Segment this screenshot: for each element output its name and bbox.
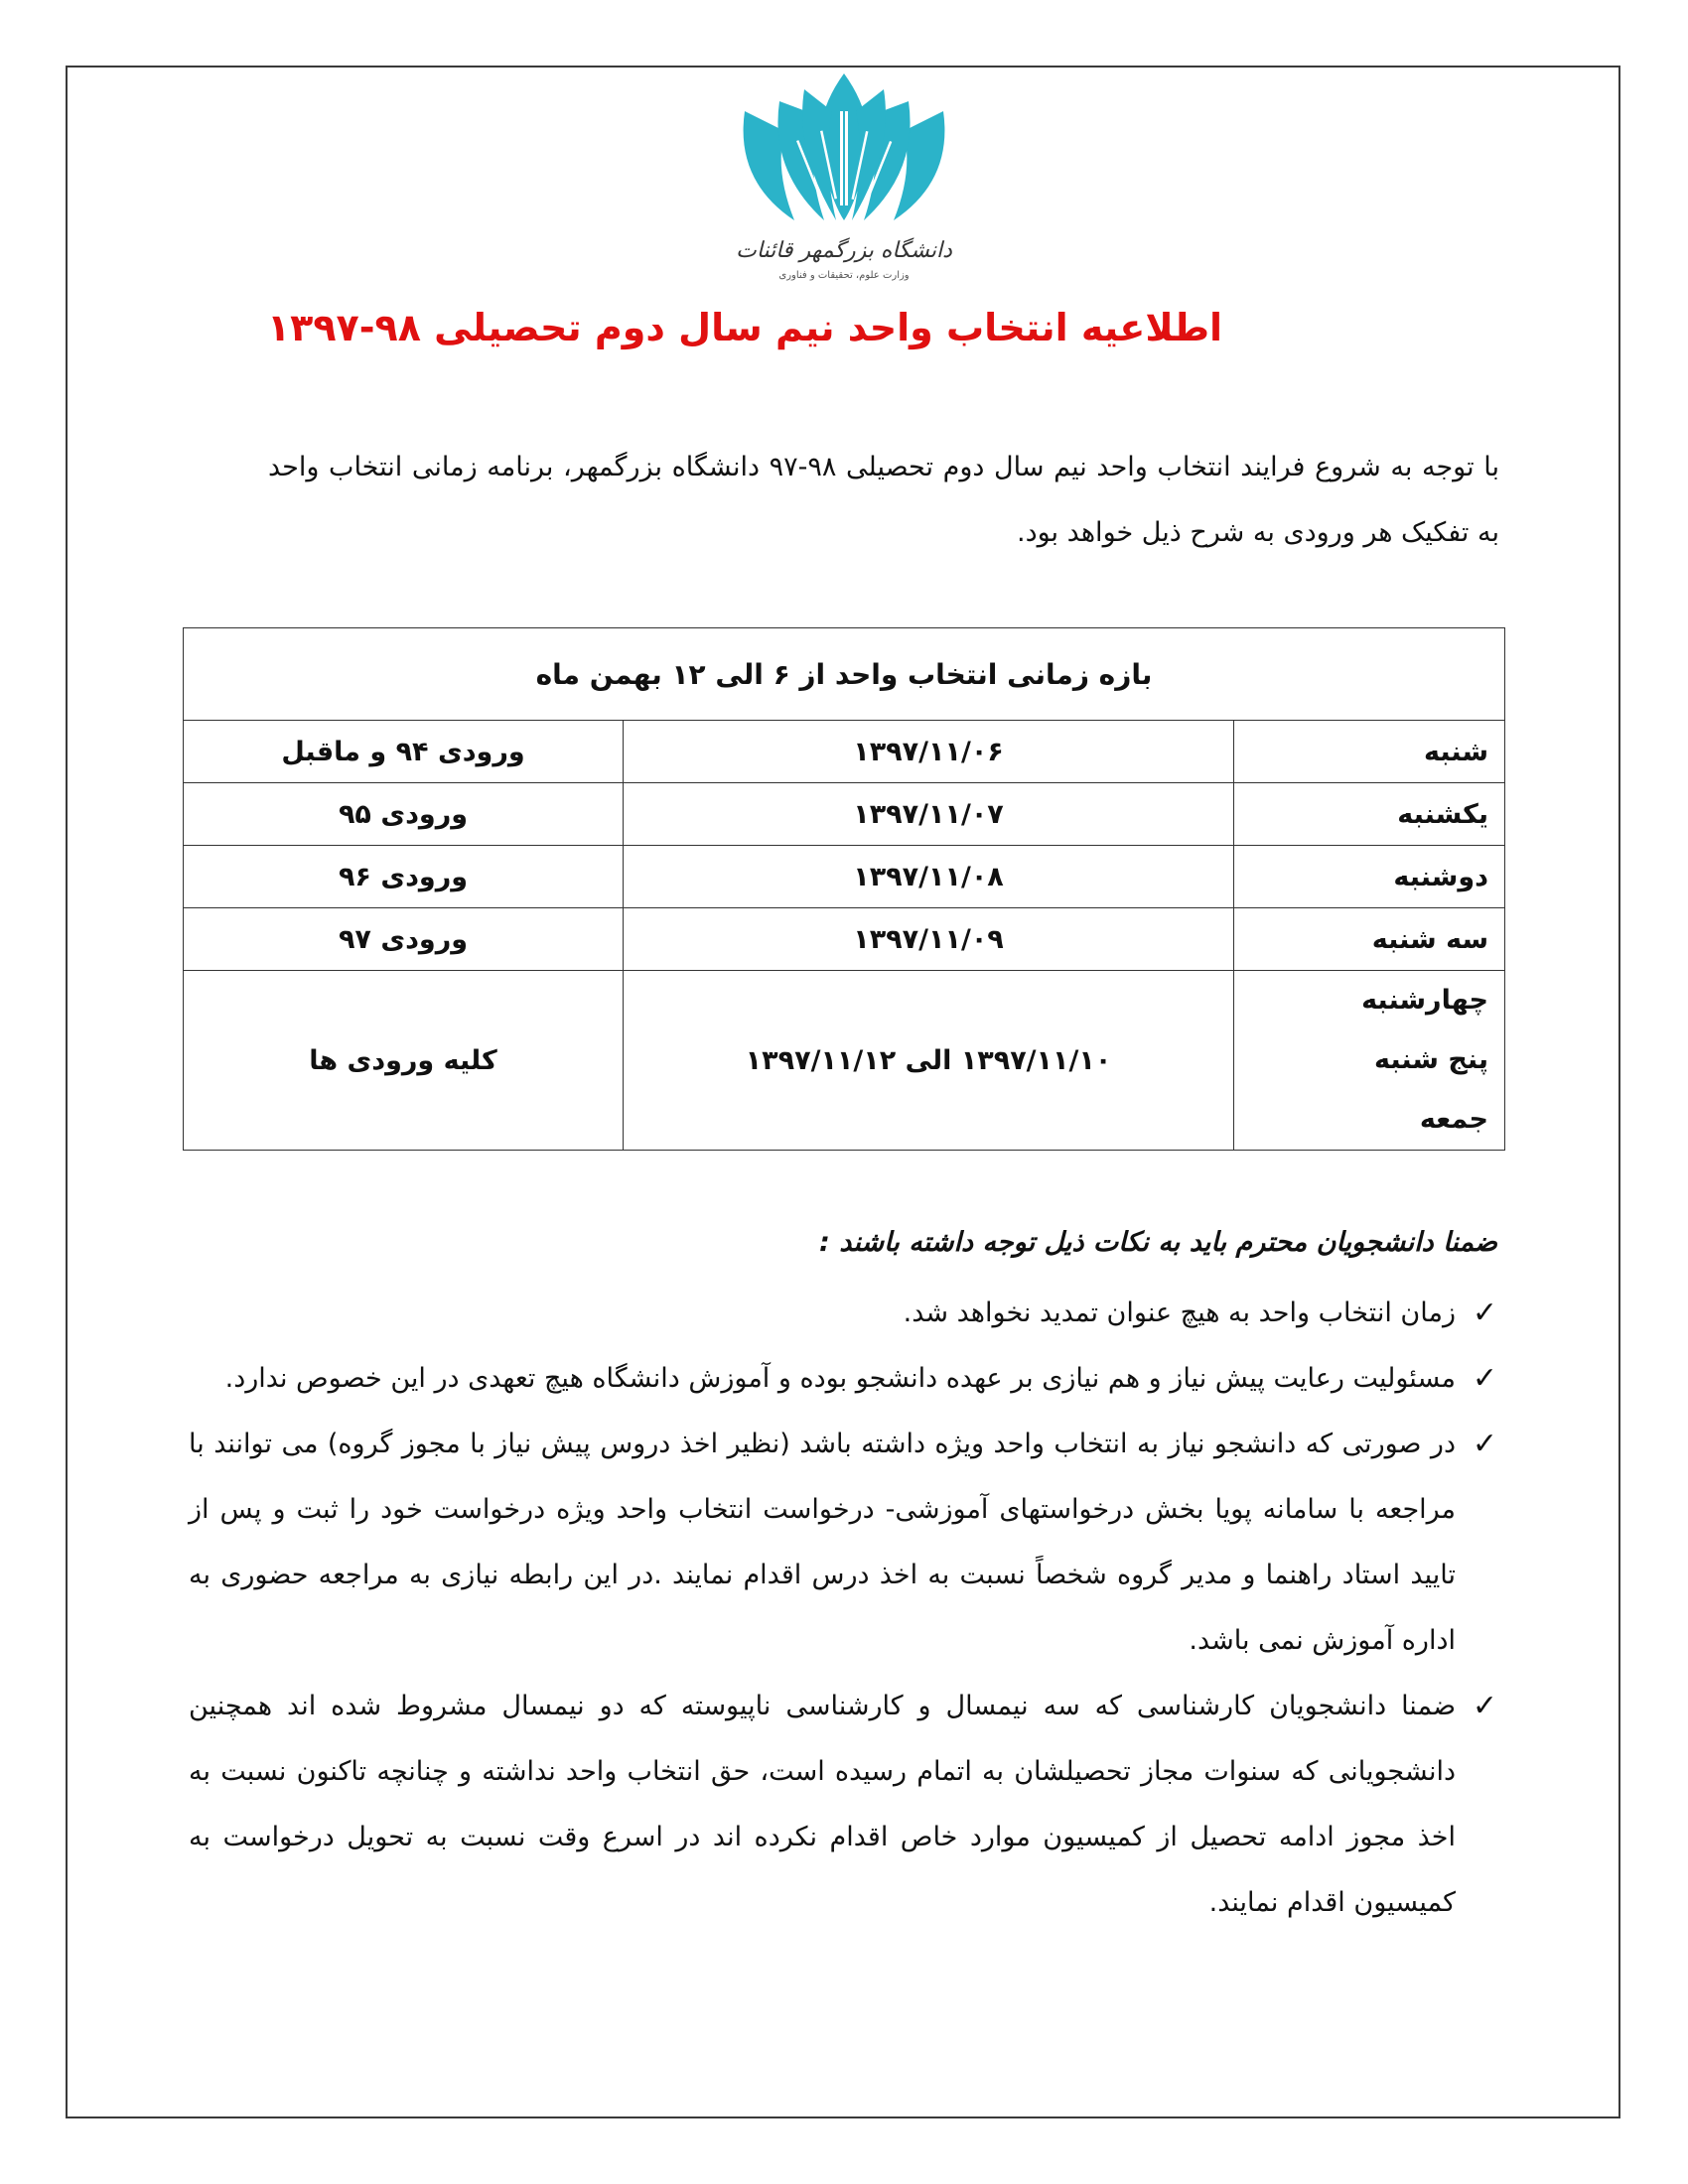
notes-heading: ضمنا دانشجویان محترم باید به نکات ذیل توجه داشته باشند : [819,1227,1497,1258]
list-item [189,1281,1497,1346]
entry-cell: کلیه ورودی ها [184,971,624,1151]
day-cell: دوشنبه [1234,846,1505,908]
schedule-table [183,627,1505,1151]
schedule-header: بازه زمانی انتخاب واحد از ۶ الی ۱۲ بهمن ماه [184,628,1505,721]
note-text: در صورتی که دانشجو نیاز به انتخاب واحد ویژه داشته باشد (نظیر اخذ دروس پیش نیاز با مجوز گروه) می توانند با مراجعه با سامانه پویا بخش درخواستهای آموزشی- درخواست انتخاب واحد ویژه درخواست خود را ثبت و پس از تایید استاد راهنما و مدیر گروه شخصاً نسبت به اخذ درس اقدام نمایند .در این رابطه نیازی به مراجعه حضوری به اداره آموزش نمی باشد. [189,1429,1456,1656]
day-cell: سه شنبه [1234,908,1505,971]
date-range-cell: ۱۳۹۷/۱۱/۱۰ الی ۱۳۹۷/۱۱/۱۲ [624,971,1234,1151]
list-item [189,1412,1497,1674]
check-icon: ✓ [1472,1427,1497,1461]
table-row [184,721,1505,783]
table-row [184,971,1505,1151]
entry-cell: ورودی ۹۷ [184,908,624,971]
day-cell-multi [1234,971,1505,1151]
entry-cell: ورودی ۹۵ [184,783,624,846]
date-cell: ۱۳۹۷/۱۱/۰۶ [624,721,1234,783]
check-icon: ✓ [1472,1361,1497,1396]
table-row [184,846,1505,908]
check-icon: ✓ [1472,1689,1497,1723]
day-cell: شنبه [1234,721,1505,783]
university-logo [725,71,963,300]
lotus-logo-icon [725,71,963,240]
note-text: مسئولیت رعایت پیش نیاز و هم نیازی بر عهده دانشجو بوده و آموزش دانشگاه هیچ تعهدی در این خصوص ندارد. [224,1363,1456,1394]
date-cell: ۱۳۹۷/۱۱/۰۷ [624,783,1234,846]
day-label: جمعه [1419,1104,1488,1135]
date-cell: ۱۳۹۷/۱۱/۰۸ [624,846,1234,908]
table-row [184,908,1505,971]
page-title: اطلاعیه انتخاب واحد نیم سال دوم تحصیلی ۹۸-۱۳۹۷ [266,306,1223,349]
day-label: چهارشنبه [1361,985,1488,1016]
note-text: زمان انتخاب واحد به هیچ عنوان تمدید نخواهد شد. [903,1297,1456,1328]
schedule-header-row [184,628,1505,721]
logo-university-name: دانشگاه بزرگمهر قائنات [736,238,952,263]
entry-cell: ورودی ۹۶ [184,846,624,908]
date-cell: ۱۳۹۷/۱۱/۰۹ [624,908,1234,971]
entry-cell: ورودی ۹۴ و ماقبل [184,721,624,783]
intro-paragraph: با توجه به شروع فرایند انتخاب واحد نیم سال دوم تحصیلی ۹۸-۹۷ دانشگاه بزرگمهر، برنامه زمانی انتخاب واحد به تفکیک هر ورودی به شرح ذیل خواهد بود. [268,452,1499,548]
list-item [189,1674,1497,1936]
note-text: ضمنا دانشجویان کارشناسی که سه نیمسال و کارشناسی ناپیوسته که دو نیمسال مشروط شده اند همچنین دانشجویانی که سنوات مجاز تحصیلشان به اتمام رسیده است، حق انتخاب واحد نداشته و چنانچه تاکنون نسبت به اخذ مجوز ادامه تحصیل از کمیسیون موارد خاص اقدام نکرده اند در اسرع وقت نسبت به تحویل درخواست به کمیسیون اقدام نمایند. [189,1691,1456,1918]
check-icon: ✓ [1472,1296,1497,1330]
table-row [184,783,1505,846]
day-cell: یکشنبه [1234,783,1505,846]
notes-list [189,1281,1497,1936]
day-label: پنج شنبه [1374,1044,1488,1075]
list-item [189,1346,1497,1412]
logo-ministry-text: وزارت علوم، تحقیقات و فناوری [778,270,910,281]
